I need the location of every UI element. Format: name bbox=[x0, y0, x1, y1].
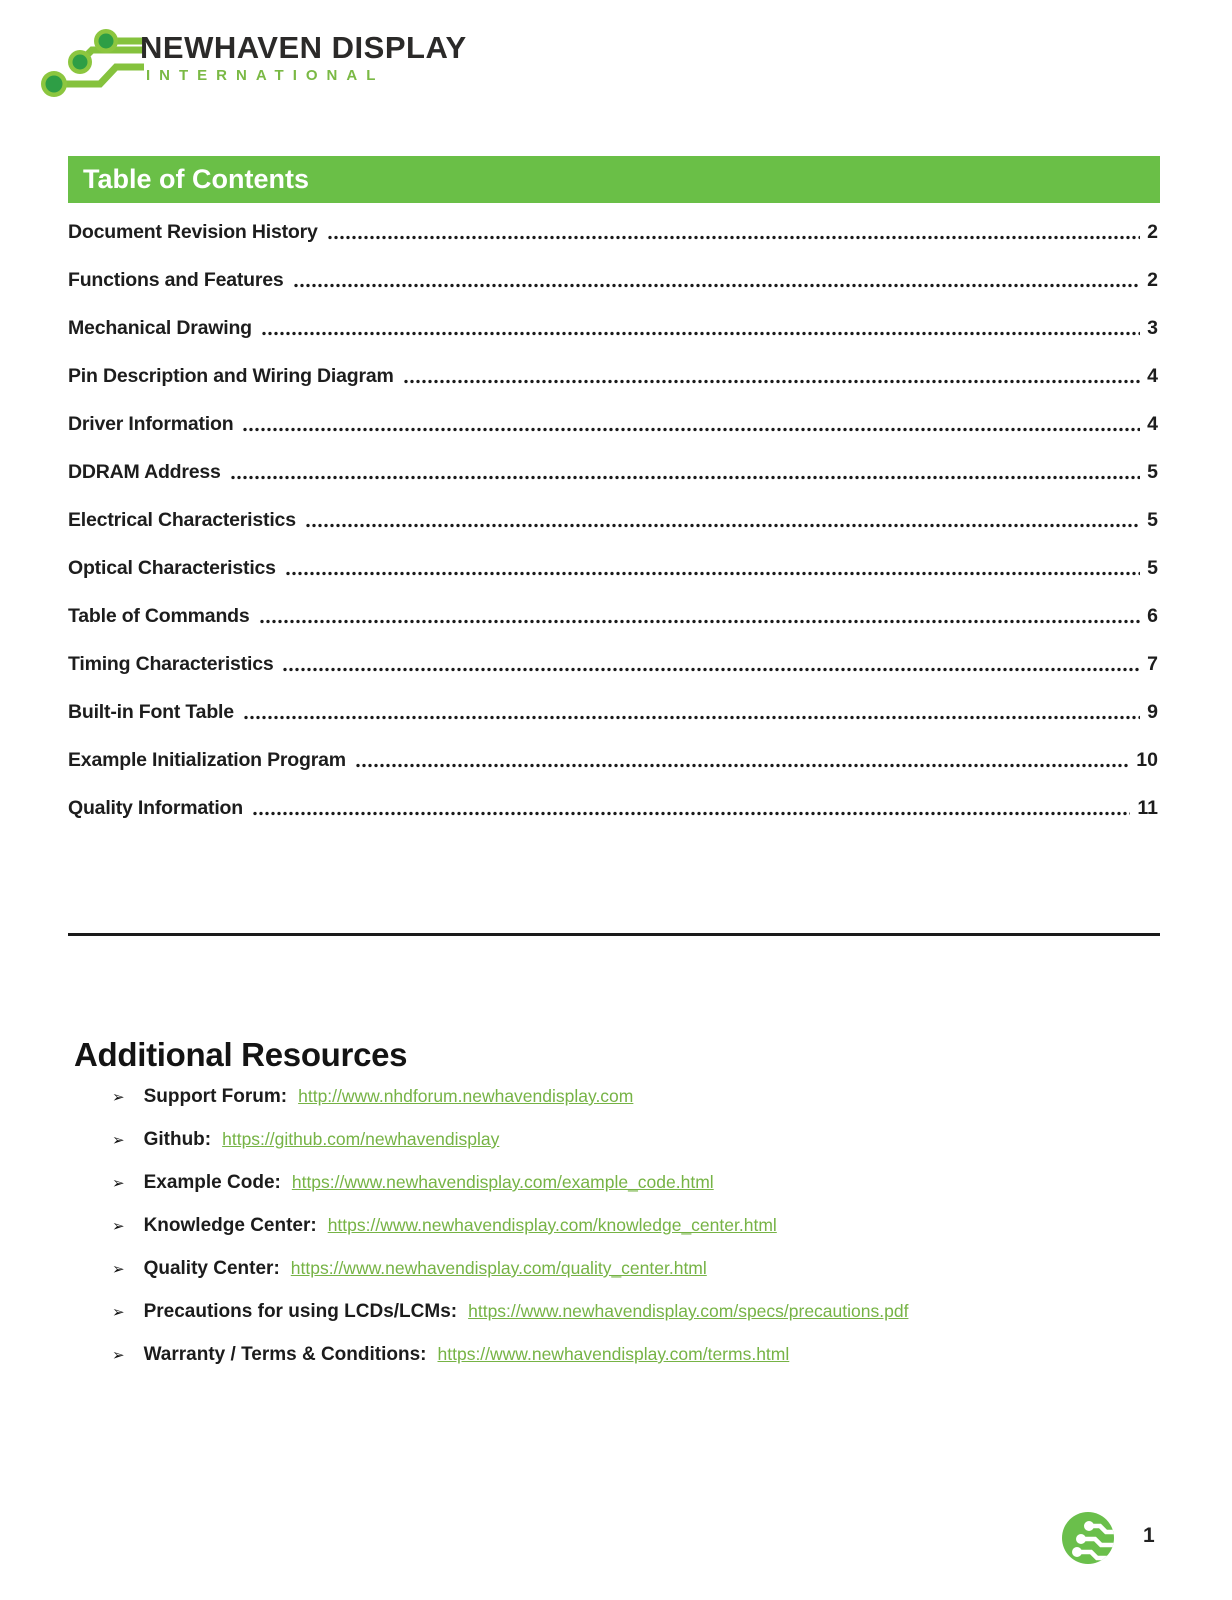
brand-wordmark bbox=[140, 26, 467, 83]
toc-entry-page: 5 bbox=[1147, 508, 1158, 531]
arrow-bullet-icon: ➢ bbox=[112, 1347, 125, 1364]
toc-entry bbox=[68, 736, 1158, 784]
toc-entry-page: 7 bbox=[1147, 652, 1158, 675]
resource-label: Quality Center: bbox=[143, 1258, 280, 1279]
toc-header-banner bbox=[68, 156, 1160, 203]
toc-entry-page: 2 bbox=[1147, 268, 1158, 291]
dot-leader bbox=[305, 523, 1140, 528]
toc-entry-page: 2 bbox=[1147, 220, 1158, 243]
dot-leader bbox=[403, 379, 1140, 384]
toc-entry-page: 5 bbox=[1147, 460, 1158, 483]
resource-item bbox=[112, 1129, 1112, 1172]
toc-entry bbox=[68, 208, 1158, 256]
toc-entry-page: 6 bbox=[1147, 604, 1158, 627]
dot-leader bbox=[252, 811, 1130, 816]
dot-leader bbox=[243, 715, 1140, 720]
toc-entry-page: 10 bbox=[1136, 748, 1158, 771]
resource-item bbox=[112, 1258, 1112, 1301]
toc-entry-label[interactable]: Timing Characteristics bbox=[68, 652, 274, 675]
toc-entry-label[interactable]: Built-in Font Table bbox=[68, 700, 234, 723]
dot-leader bbox=[230, 475, 1140, 480]
toc-entry-label[interactable]: Quality Information bbox=[68, 796, 243, 819]
resource-label: Precautions for using LCDs/LCMs: bbox=[143, 1301, 458, 1322]
dot-leader bbox=[355, 763, 1129, 768]
toc-entry-page: 11 bbox=[1137, 796, 1158, 819]
toc-entry-label[interactable]: Table of Commands bbox=[68, 604, 250, 627]
toc-entry-page: 4 bbox=[1147, 412, 1158, 435]
arrow-bullet-icon: ➢ bbox=[112, 1089, 125, 1106]
toc-entry bbox=[68, 400, 1158, 448]
resource-item bbox=[112, 1301, 1112, 1344]
arrow-bullet-icon: ➢ bbox=[112, 1261, 125, 1278]
toc-entry-page: 5 bbox=[1147, 556, 1158, 579]
toc-entry bbox=[68, 544, 1158, 592]
arrow-bullet-icon: ➢ bbox=[112, 1175, 125, 1192]
resource-item bbox=[112, 1215, 1112, 1258]
footer-logo-icon bbox=[1062, 1512, 1114, 1564]
toc-entry bbox=[68, 592, 1158, 640]
brand-name: NEWHAVEN DISPLAY bbox=[140, 30, 467, 65]
brand-logo bbox=[38, 26, 467, 104]
resource-link[interactable]: http://www.nhdforum.newhavendisplay.com bbox=[298, 1086, 634, 1106]
resource-link[interactable]: https://www.newhavendisplay.com/specs/precautions.pdf bbox=[468, 1301, 909, 1321]
dot-leader bbox=[259, 619, 1141, 624]
toc-entry-label[interactable]: Document Revision History bbox=[68, 220, 318, 243]
toc-entry-label[interactable]: Driver Information bbox=[68, 412, 234, 435]
arrow-bullet-icon: ➢ bbox=[112, 1132, 125, 1149]
dot-leader bbox=[327, 235, 1141, 240]
resource-link[interactable]: https://github.com/newhavendisplay bbox=[222, 1129, 500, 1149]
toc-entry-page: 3 bbox=[1147, 316, 1158, 339]
toc-entry-label[interactable]: Example Initialization Program bbox=[68, 748, 346, 771]
resource-item bbox=[112, 1172, 1112, 1215]
resource-label: Support Forum: bbox=[143, 1086, 288, 1107]
circuit-traces-icon bbox=[38, 26, 144, 104]
toc-entry-page: 4 bbox=[1147, 364, 1158, 387]
resource-item bbox=[112, 1086, 1112, 1129]
toc-entry bbox=[68, 496, 1158, 544]
toc-entry bbox=[68, 256, 1158, 304]
resource-label: Warranty / Terms & Conditions: bbox=[143, 1344, 427, 1365]
toc-entry-page: 9 bbox=[1147, 700, 1158, 723]
toc-entry bbox=[68, 352, 1158, 400]
toc-entry-label[interactable]: DDRAM Address bbox=[68, 460, 221, 483]
brand-subtitle: INTERNATIONAL bbox=[146, 67, 385, 84]
resources-title: Additional Resources bbox=[74, 1036, 408, 1073]
toc-list bbox=[68, 208, 1158, 832]
toc-entry-label[interactable]: Optical Characteristics bbox=[68, 556, 276, 579]
dot-leader bbox=[293, 283, 1141, 288]
resource-item bbox=[112, 1344, 1112, 1387]
arrow-bullet-icon: ➢ bbox=[112, 1304, 125, 1321]
resource-link[interactable]: https://www.newhavendisplay.com/quality_center.html bbox=[290, 1258, 707, 1278]
toc-entry bbox=[68, 448, 1158, 496]
toc-entry bbox=[68, 304, 1158, 352]
toc-entry bbox=[68, 640, 1158, 688]
dot-leader bbox=[242, 427, 1140, 432]
dot-leader bbox=[261, 331, 1140, 336]
dot-leader bbox=[285, 571, 1140, 576]
resource-link[interactable]: https://www.newhavendisplay.com/example_code.html bbox=[291, 1172, 714, 1192]
resource-link[interactable]: https://www.newhavendisplay.com/terms.html bbox=[437, 1344, 790, 1364]
toc-title: Table of Contents bbox=[83, 164, 309, 194]
dot-leader bbox=[282, 667, 1140, 672]
resources-list bbox=[112, 1086, 1112, 1387]
resource-link[interactable]: https://www.newhavendisplay.com/knowledge_center.html bbox=[327, 1215, 777, 1235]
toc-entry-label[interactable]: Functions and Features bbox=[68, 268, 284, 291]
toc-entry bbox=[68, 688, 1158, 736]
resource-label: Example Code: bbox=[143, 1172, 281, 1193]
section-divider bbox=[68, 933, 1160, 936]
toc-entry-label[interactable]: Mechanical Drawing bbox=[68, 316, 252, 339]
page-number: 1 bbox=[1143, 1524, 1155, 1547]
toc-entry-label[interactable]: Electrical Characteristics bbox=[68, 508, 296, 531]
toc-entry-label[interactable]: Pin Description and Wiring Diagram bbox=[68, 364, 394, 387]
resource-label: Knowledge Center: bbox=[143, 1215, 317, 1236]
toc-entry bbox=[68, 784, 1158, 832]
arrow-bullet-icon: ➢ bbox=[112, 1218, 125, 1235]
resource-label: Github: bbox=[143, 1129, 212, 1150]
